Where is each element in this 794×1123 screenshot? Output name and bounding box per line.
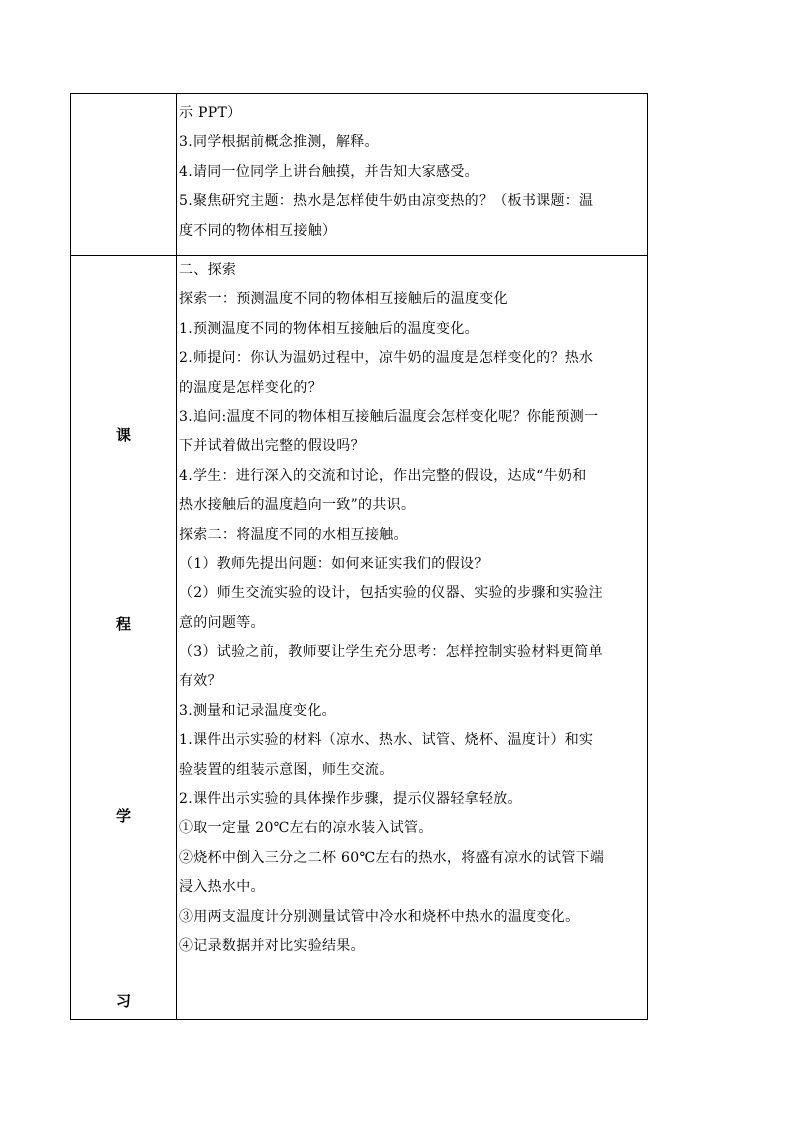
label-cell (71, 94, 177, 255)
text-line: 5.聚焦研究主题：热水是怎样使牛奶由凉变热的？（板书课题：温 (179, 193, 594, 210)
text-line: 2.师提问：你认为温奶过程中，凉牛奶的温度是怎样变化的？热水 (179, 350, 594, 367)
text-line: 示 PPT） (179, 105, 242, 121)
text-line: ④记录数据并对比实验结果。 (179, 937, 365, 954)
text-line: 探索一：预测温度不同的物体相互接触后的温度变化 (179, 291, 508, 308)
text-line: 下并试着做出完整的假设吗？ (179, 438, 365, 455)
text-line: 4.学生：进行深入的交流和讨论，作出完整的假设，达成“牛奶和 (179, 467, 587, 484)
section-heading: 二、探索 (179, 262, 237, 278)
text-line: （2）师生交流实验的设计，包括实验的仪器、实验的步骤和实验注 (179, 585, 603, 602)
table-row (71, 256, 647, 1020)
content-cell (177, 256, 647, 961)
label-cell (71, 256, 177, 1020)
text-line: 4.请同一位同学上讲台触摸，并告知大家感受。 (179, 163, 479, 180)
text-line: 1.预测温度不同的物体相互接触后的温度变化。 (179, 320, 479, 337)
text-line: 有效？ (179, 673, 222, 690)
text-line: 3.同学根据前概念推测，解释。 (179, 134, 379, 151)
text-line: 度不同的物体相互接触） (179, 222, 337, 239)
text-line: ③用两支温度计分别测量试管中冷水和烧杯中热水的温度变化。 (179, 908, 580, 925)
row-label-ke: 课 (115, 426, 131, 444)
content-cell (177, 99, 647, 246)
text-line: （1）教师先提出问题：如何来证实我们的假设？ (179, 555, 489, 572)
text-line: 热水接触后的温度趋向一致”的共识。 (179, 497, 416, 514)
row-label-xi: 习 (115, 992, 131, 1010)
text-line: 的温度是怎样变化的？ (179, 379, 322, 396)
row-label-xue: 学 (115, 807, 131, 825)
text-line: 探索二：将温度不同的水相互接触。 (179, 526, 408, 543)
text-line: ②烧杯中倒入三分之二杯 60℃左右的热水，将盛有凉水的试管下端 (179, 849, 605, 866)
text-line: （3）试验之前，教师要让学生充分思考：怎样控制实验材料更简单 (179, 644, 603, 661)
text-line: 验装置的组装示意图，师生交流。 (179, 761, 394, 778)
text-line: 浸入热水中。 (179, 879, 265, 896)
table-row (71, 94, 647, 256)
text-line: ①取一定量 20℃左右的凉水装入试管。 (179, 820, 433, 837)
text-line: 3.追问:温度不同的物体相互接触后温度会怎样变化呢？你能预测一 (179, 408, 599, 425)
row-label-cheng: 程 (115, 615, 131, 633)
lesson-table (70, 93, 648, 1020)
text-line: 3.测量和记录温度变化。 (179, 702, 336, 719)
text-line: 意的问题等。 (179, 614, 265, 631)
text-line: 1.课件出示实验的材料（凉水、热水、试管、烧杯、温度计）和实 (179, 732, 594, 749)
text-line: 2.课件出示实验的具体操作步骤，提示仪器轻拿轻放。 (179, 791, 522, 808)
